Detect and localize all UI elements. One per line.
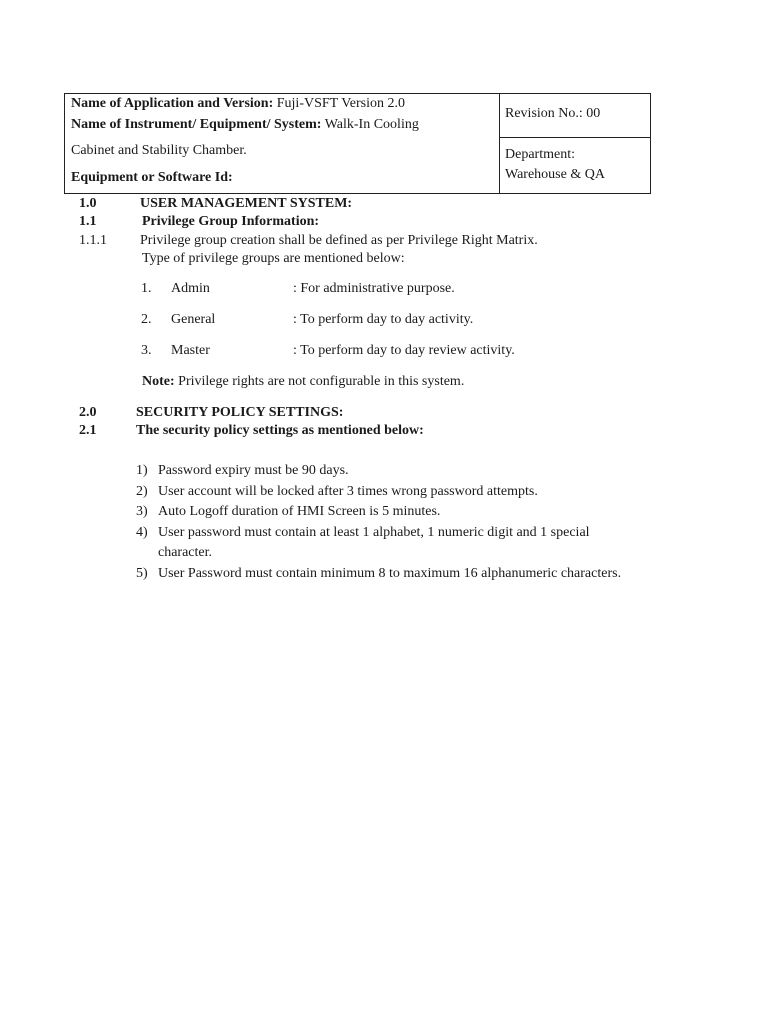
- policy-item-text: User Password must contain minimum 8 to maximum 16 alphanumeric characters.: [158, 566, 622, 581]
- subsubsection-number: 1.1.1: [79, 233, 107, 248]
- privilege-group-description: : To perform day to day review activity.: [293, 343, 515, 358]
- note-label: Note:: [142, 374, 175, 389]
- instrument-name-value: Walk-In Cooling: [321, 117, 419, 132]
- application-name-value: Fuji-VSFT Version 2.0: [273, 96, 405, 111]
- list-item-number: 3): [136, 504, 148, 519]
- list-item-number: 1.: [141, 281, 152, 296]
- subsection-number: 2.1: [79, 423, 97, 438]
- list-item-number: 2): [136, 484, 148, 499]
- list-item-number: 1): [136, 463, 148, 478]
- section-number: 2.0: [79, 405, 97, 420]
- subsection-number: 1.1: [79, 214, 97, 229]
- privilege-group-name: General: [171, 312, 216, 327]
- header-column-divider: [499, 94, 500, 193]
- instrument-name-label: Name of Instrument/ Equipment/ System:: [71, 117, 322, 132]
- policy-item-text: User password must contain at least 1 alphabet, 1 numeric digit and 1 special: [158, 525, 590, 540]
- application-name-line: [71, 95, 405, 113]
- section-title: USER MANAGEMENT SYSTEM:: [140, 196, 353, 211]
- revision-number: Revision No.: 00: [505, 106, 601, 121]
- application-name-label: Name of Application and Version:: [71, 96, 274, 111]
- list-item-number: 3.: [141, 343, 152, 358]
- privilege-group-description: : For administrative purpose.: [293, 281, 455, 296]
- list-item-number: 5): [136, 566, 148, 581]
- document-header-table: [64, 93, 651, 194]
- subsection-title: The security policy settings as mentioned below:: [136, 423, 424, 438]
- instrument-name-line: [71, 116, 419, 134]
- privilege-group-name: Master: [171, 343, 210, 358]
- privilege-groups-intro: Type of privilege groups are mentioned below:: [142, 251, 405, 266]
- list-item-number: 4): [136, 525, 148, 540]
- list-item-number: 2.: [141, 312, 152, 327]
- note-text: Privilege rights are not configurable in this system.: [174, 374, 465, 389]
- policy-item-text: User account will be locked after 3 times wrong password attempts.: [158, 484, 538, 499]
- department-value: Warehouse & QA: [505, 167, 605, 182]
- policy-item-text: Password expiry must be 90 days.: [158, 463, 349, 478]
- privilege-matrix-text: Privilege group creation shall be defined as per Privilege Right Matrix.: [140, 233, 538, 248]
- section-title: SECURITY POLICY SETTINGS:: [136, 405, 344, 420]
- department-label: Department:: [505, 147, 575, 162]
- policy-item-text-continuation: character.: [158, 545, 213, 560]
- policy-item-text: Auto Logoff duration of HMI Screen is 5 minutes.: [158, 504, 441, 519]
- instrument-name-continuation: Cabinet and Stability Chamber.: [71, 143, 247, 158]
- note-line: [142, 373, 464, 391]
- privilege-group-name: Admin: [171, 281, 210, 296]
- equipment-id-label: Equipment or Software Id:: [71, 170, 233, 185]
- privilege-group-description: : To perform day to day activity.: [293, 312, 474, 327]
- header-row-divider: [499, 137, 650, 138]
- subsection-title: Privilege Group Information:: [142, 214, 320, 229]
- section-number: 1.0: [79, 196, 97, 211]
